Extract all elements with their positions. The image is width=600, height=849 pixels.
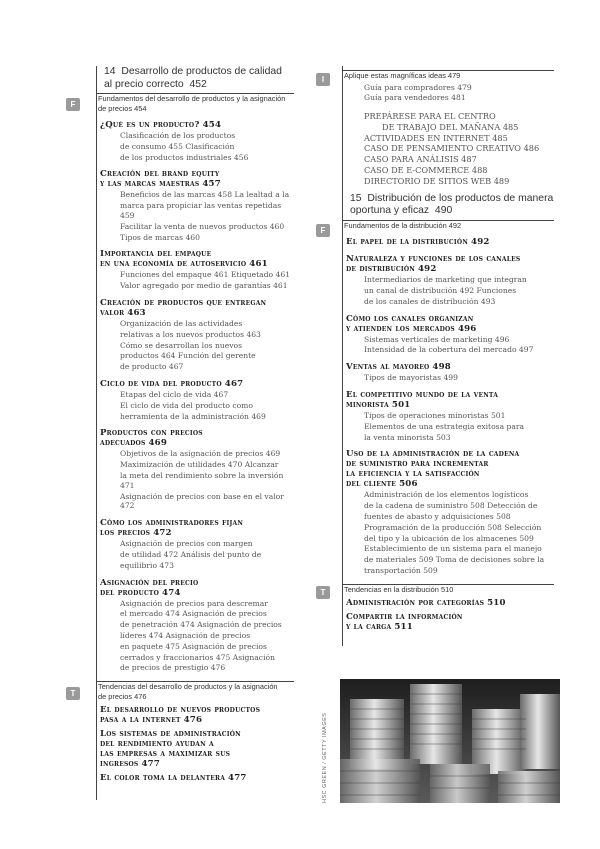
entry-subtopic: Valor agregado por medio de garantías 461 [120,281,288,291]
entry-heading-text: minorista [346,399,389,410]
entry-heading-text: adecuados [100,438,146,449]
ideas-sub-list [346,83,554,104]
entry-heading-text: de suministro para incrementar [346,459,489,470]
entry-heading [100,428,294,438]
toc-entry[interactable] [346,254,554,306]
entry-heading-text: Uso de la administración de la cadena [346,449,520,460]
section-band-tendencias-distribucion[interactable]: T Tendencias en la distribución 510 [342,584,554,595]
entry-subtopic: en paquete 475 Asignación de precios [120,641,267,651]
entry-heading [346,479,554,489]
trend-heading [100,759,294,769]
trend-heading-text: las empresas a maximizar sus [100,749,231,760]
trend-heading [100,729,294,739]
feature-item[interactable]: DIRECTORIO DE SITIOS WEB 489 [364,175,510,186]
entry-heading-text: valor [100,307,125,318]
entry-heading [100,518,294,528]
photo-credit: HSC GREEN / GETTY IMAGES [322,712,328,803]
entry-subtopic: Etapas del ciclo de vida 467 [120,389,229,399]
entry-heading [346,469,554,479]
entry-subtopic: Intermediarios de marketing que integran [364,275,527,285]
entry-subtopic: de producto 467 [120,362,184,372]
entry-subtopic: Establecimiento de un sistema para el manejo [364,544,542,554]
toc-entry[interactable] [100,120,294,162]
entry-heading [100,528,294,538]
feature-item[interactable]: PREPÁRESE PARA EL CENTRO [364,111,496,122]
entry-subtopic: de materiales 509 Toma de decisiones sobre la [364,555,545,565]
entry-subtopic: Tipos de marcas 460 [120,232,200,242]
right-trend-list [346,598,554,632]
toc-entry[interactable] [100,428,294,511]
entry-subtopic: productos 464 Función del gerente [120,351,256,361]
entry-heading-text: Naturaleza y funciones de los canales [346,254,521,265]
entry-heading [100,259,294,269]
trend-heading [100,773,294,783]
trend-heading [346,598,554,608]
entry-heading [346,449,554,459]
entry-subtopic: marca para propiciar las ventas repetidas 459 [120,201,282,220]
entry-page-number: 454 [202,120,222,130]
entry-page-number: 463 [127,307,146,318]
chapter-15-title[interactable]: 15 Distribución de los productos de manera oportuna y eficaz 490 [350,192,554,217]
left-entry-list [100,120,294,673]
entry-heading-text: la eficiencia y la satisfacción [346,469,480,480]
entry-subtopic: de consumo 455 Clasificación [120,141,235,151]
right-entry-list [346,237,554,576]
entry-subtopic: Intensidad de la cobertura del mercado 497 [364,345,534,355]
entry-heading [100,578,294,588]
trend-heading-text: pasa a la internet [100,715,181,726]
entry-heading-text: El papel de la distribución [346,237,469,248]
entry-heading [346,314,554,324]
trend-heading-text: El color toma la delantera [100,773,226,784]
trend-heading-text: ingresos [100,759,139,770]
toc-entry[interactable] [346,449,554,575]
entry-heading-text: El competitivo mundo de la venta [346,389,499,400]
entry-heading [346,400,554,410]
toc-entry[interactable] [100,298,294,372]
entry-heading-text: en una economía de autoservicio [100,259,247,270]
left-column [62,66,294,783]
trend-heading-text: El desarrollo de nuevos productos [100,705,261,716]
entry-heading-text: Cómo los administradores fijan [100,518,244,529]
entry-subtopic: un canal de distribución 492 Funciones [364,285,517,295]
entry-subtopic: Asignación de precios para descremar [120,598,268,608]
entry-subtopic: Sistemas verticales de marketing 496 [364,334,510,344]
entry-page-number: 506 [399,479,418,490]
toc-entry[interactable] [346,390,554,442]
entry-subtopic: Asignación de precios con margen [120,539,253,549]
toc-entry[interactable] [100,249,294,291]
entry-subtopic: Maximización de utilidades 470 Alcanzar [120,460,279,470]
entry-subtopic: herramienta de la administración 469 [120,411,266,421]
toc-entry[interactable] [346,362,554,383]
fundamentos-tag: F [66,98,80,111]
entry-subtopic: de penetración 474 Asignación de precios [120,620,282,630]
trend-entry[interactable] [346,612,554,632]
tendencias-tag: T [66,687,80,700]
entry-page-number: 492 [471,237,490,248]
trend-page-number: 477 [228,773,247,784]
trend-entry[interactable] [100,705,294,725]
entry-subtopic: Organización de las actividades [120,318,243,328]
feature-item[interactable]: DE TRABAJO DEL MAÑANA 485 [382,121,519,132]
trend-entry[interactable] [100,773,294,783]
toc-entry[interactable] [100,379,294,421]
trend-heading-text: Administración por categorías [346,598,485,609]
entry-subtopic: Elementos de una estrategia exitosa para [364,421,525,431]
entry-subtopic: Funciones del empaque 461 Etiquetado 461 [120,270,291,280]
entry-subtopic: Objetivos de la asignación de precios 469 [120,449,281,459]
trend-heading-text: y la carga [346,622,392,633]
trend-heading [100,715,294,725]
ideas-subtopic[interactable]: Guía para compradores 479 [364,82,472,92]
left-trend-list [100,705,294,783]
trend-page-number: 477 [141,759,161,770]
entry-heading [100,588,294,598]
trend-heading-text: Los sistemas de administración [100,729,241,740]
entry-heading [100,308,294,318]
entry-heading [346,264,554,274]
entry-subtopic: la meta del rendimiento sobre la inversión 471 [120,470,284,490]
entry-heading-text: Asignación del precio [100,577,199,588]
entry-subtopic: el mercado 474 Asignación de precios [120,609,267,619]
entry-page-number: 492 [417,264,437,275]
entry-subtopic: Clasificación de los productos [120,131,236,140]
entry-heading [100,379,294,389]
entry-heading [346,324,554,334]
entry-subtopic: de los productos industriales 456 [120,152,249,162]
entry-page-number: 474 [162,587,181,598]
entry-heading-text: Creación del brand equity [100,169,220,180]
entry-heading [100,179,294,189]
entry-subtopic: Tipos de mayoristas 499 [364,373,458,383]
entry-heading-text: y atienden los mercados [346,323,455,334]
entry-subtopic: de la cadena de suministro 508 Detección de [364,501,538,511]
entry-heading [100,169,294,179]
trend-heading [100,749,294,759]
entry-subtopic: del tipo y la ubicación de los almacenes 509 [364,533,534,543]
entry-heading [100,438,294,448]
entry-subtopic: equilibrio 473 [120,560,174,570]
entry-subtopic: la venta minorista 503 [364,432,451,442]
entry-subtopic: cerrados y fraccionarios 475 Asignación [120,652,275,662]
toc-entry[interactable] [346,237,554,247]
toc-entry[interactable] [100,518,294,570]
trend-heading-text: Compartir la información [346,612,463,623]
ideas-subtopic[interactable]: Guía para vendedores 481 [364,93,466,103]
entry-subtopic: transportación 509 [364,565,438,575]
trend-page-number: 476 [183,715,203,726]
trend-heading [346,622,554,632]
entry-heading-text: del cliente [346,479,397,490]
ideas-tag: I [316,73,330,86]
trend-heading [100,705,294,715]
section-band-ideas[interactable]: I Aplique estas magníficas ideas 479 [342,70,554,81]
right-rule [342,66,343,646]
coin-stacks [340,684,560,803]
entry-subtopic: Programación de la producción 508 Selección [364,522,542,532]
entry-page-number: 467 [224,378,244,389]
entry-heading-text: Cómo los canales organizan [346,313,474,324]
entry-heading [346,237,554,247]
entry-subtopic: Facilitar la venta de nuevos productos 460 [120,221,285,231]
section-band-fundamentos-distribucion[interactable]: F Fundamentos de la distribución 492 [342,220,554,231]
trend-page-number: 510 [487,598,506,609]
entry-heading [100,298,294,308]
trend-heading [346,612,554,622]
trend-heading [100,739,294,749]
entry-page-number: 498 [432,362,451,373]
entry-heading [346,459,554,469]
feature-item[interactable]: CASO DE E-COMMERCE 488 [364,165,488,176]
entry-heading-text: del producto [100,587,160,598]
entry-subtopic: fuentes de abasto y adquisiciones 508 [364,511,511,521]
right-column [314,66,554,632]
toc-entry[interactable] [346,314,554,356]
tendencias-distribucion-tag: T [316,586,330,599]
stacked-coins-image [340,679,560,803]
fundamentos-distribucion-tag: F [316,224,330,237]
entry-page-number: 496 [457,323,477,334]
entry-subtopic: Cómo se desarrollan los nuevos [120,340,243,350]
trend-entry[interactable] [100,729,294,769]
chapter-14-title[interactable]: 14 Desarrollo de productos de calidad al precio correcto 452 [104,66,282,90]
entry-heading [100,120,294,130]
feature-list [346,111,554,187]
entry-subtopic: de precios de prestigio 476 [120,663,226,673]
entry-heading-text: Creación de productos que entregan [100,297,267,308]
coins-photo [340,679,560,803]
entry-heading [346,390,554,400]
feature-item[interactable]: CASO DE PENSAMIENTO CREATIVO 486 [364,143,540,154]
entry-subtopic: El ciclo de vida del producto como [120,400,253,410]
toc-entry[interactable] [100,169,294,242]
entry-subtopic: de los canales de distribución 493 [364,296,496,306]
entry-heading-text: de distribución [346,264,415,275]
trend-heading-text: del rendimiento ayudan a [100,739,214,750]
entry-subtopic: relativas a los nuevos productos 463 [120,329,261,339]
section-band-fundamentos[interactable]: F Fundamentos del desarrollo de productos y la asignación de precios 454 [96,93,294,113]
entry-subtopic: de utilidad 472 Análisis del punto de [120,549,262,559]
trend-entry[interactable] [346,598,554,608]
entry-subtopic: Asignación de precios con base en el valor 472 [120,491,284,511]
entry-page-number: 469 [148,438,168,449]
entry-subtopic: líderes 474 Asignación de precios [120,630,251,640]
entry-subtopic: Administración de los elementos logísticos [364,490,529,500]
entry-page-number: 472 [153,528,172,539]
section-band-tendencias[interactable]: T Tendencias del desarrollo de productos y la asignación de precios 476 [96,681,294,701]
entry-page-number: 461 [249,259,268,270]
entry-heading [346,362,554,372]
entry-page-number: 457 [202,179,221,190]
entry-heading-text: Ciclo de vida del producto [100,378,222,389]
trend-page-number: 511 [394,622,413,633]
entry-heading-text: ¿Qué es un producto? [100,120,200,130]
entry-heading [346,254,554,264]
feature-item[interactable]: ACTIVIDADES EN INTERNET 485 [364,132,508,143]
toc-entry[interactable] [100,578,294,674]
feature-item[interactable]: CASO PARA ANÁLISIS 487 [364,154,477,165]
entry-heading-text: los precios [100,528,151,539]
entry-heading [100,249,294,259]
entry-heading-text: Ventas al mayoreo [346,362,430,373]
entry-subtopic: Tipos de operaciones minoristas 501 [364,410,506,420]
entry-heading-text: Importancia del empaque [100,249,212,260]
entry-subtopic: Beneficios de las marcas 458 La lealtad a la [120,190,290,200]
entry-heading-text: Productos con precios [100,428,203,439]
entry-heading-text: y las marcas maestras [100,179,200,190]
entry-page-number: 501 [391,399,411,410]
